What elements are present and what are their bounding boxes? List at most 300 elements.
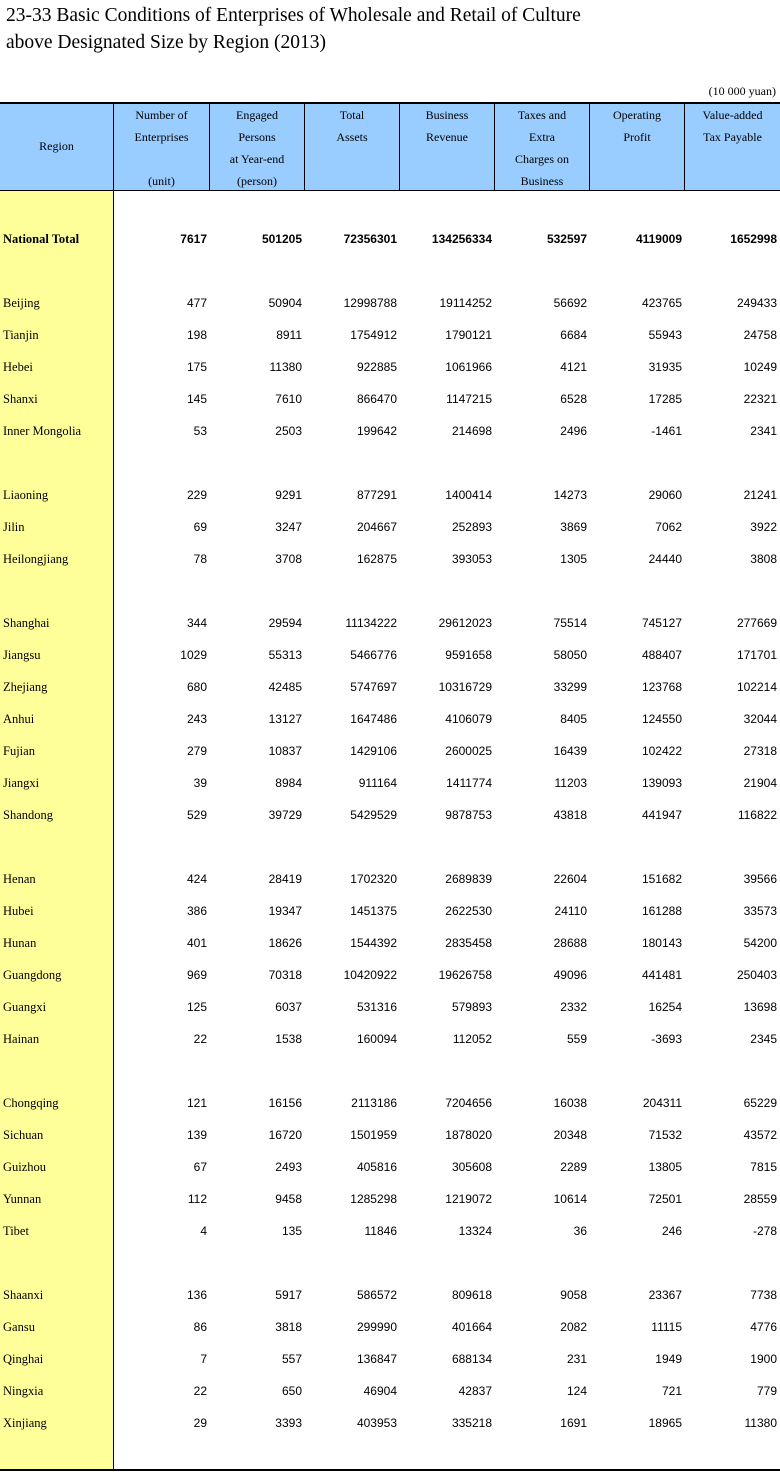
national-total-row [0, 229, 780, 249]
table-cell: 14273 [553, 488, 587, 502]
table-row [0, 357, 780, 377]
table-cell: 28419 [268, 872, 302, 886]
header-region-label: Region [39, 139, 74, 153]
table-cell: 441947 [641, 808, 682, 822]
table-cell: 75514 [553, 616, 587, 630]
table-cell: 67 [193, 1160, 207, 1174]
table-cell: 10420922 [343, 968, 397, 982]
table-row [0, 293, 780, 313]
table-cell: 403953 [356, 1416, 397, 1430]
table-cell: 134256334 [431, 232, 492, 246]
table-cell: 28688 [553, 936, 587, 950]
table-header [0, 104, 780, 190]
table-cell: 56692 [553, 296, 587, 310]
table-cell: 3808 [750, 552, 777, 566]
table-cell: 71532 [648, 1128, 682, 1142]
header-label: Persons [238, 130, 276, 144]
table-cell: 1691 [560, 1416, 587, 1430]
table-cell: 557 [281, 1352, 302, 1366]
table-cell: 531316 [356, 1000, 397, 1014]
header-label: Business [425, 108, 469, 122]
region-column-background [0, 191, 113, 1470]
table-cell: 401664 [451, 1320, 492, 1334]
region-name: Qinghai [3, 1352, 44, 1366]
region-name: Gansu [3, 1320, 35, 1334]
table-cell: 204667 [356, 520, 397, 534]
table-cell: 42837 [458, 1384, 492, 1398]
table-cell: 72356301 [343, 232, 397, 246]
table-cell: 441481 [641, 968, 682, 982]
table-row [0, 709, 780, 729]
table-cell: 4106079 [445, 712, 492, 726]
table-cell: 135 [281, 1224, 302, 1238]
table-row [0, 1221, 780, 1241]
header-label: Profit [623, 130, 651, 144]
table-cell: 529 [186, 808, 207, 822]
table-cell: 19626758 [438, 968, 492, 982]
table-cell: 488407 [641, 648, 682, 662]
table-cell: 69 [193, 520, 207, 534]
table-cell: 13805 [648, 1160, 682, 1174]
table-cell: 13324 [458, 1224, 492, 1238]
table-cell: 2332 [560, 1000, 587, 1014]
table-cell: 393053 [451, 552, 492, 566]
region-name: Hunan [3, 936, 37, 950]
table-cell: 21904 [743, 776, 777, 790]
column-divider [684, 104, 685, 190]
table-title-line-2: above Designated Size by Region (2013) [6, 32, 327, 53]
table-cell: 19347 [268, 904, 302, 918]
region-column-divider [113, 191, 114, 1470]
header-label: Operating [613, 108, 661, 122]
table-cell: -278 [752, 1224, 777, 1238]
table-cell: 2341 [750, 424, 777, 438]
region-name: Hebei [3, 360, 33, 374]
table-cell: 13698 [743, 1000, 777, 1014]
table-row [0, 1125, 780, 1145]
header-assets [305, 104, 399, 190]
table-cell: 136 [186, 1288, 207, 1302]
table-cell: 2622530 [445, 904, 492, 918]
table-cell: 20348 [553, 1128, 587, 1142]
table-cell: 4776 [750, 1320, 777, 1334]
table-cell: 3393 [275, 1416, 302, 1430]
table-cell: 28559 [743, 1192, 777, 1206]
table-cell: 33573 [743, 904, 777, 918]
table-cell: 16038 [553, 1096, 587, 1110]
header-label: Charges on [514, 152, 570, 166]
header-label: Enterprises [134, 130, 189, 144]
table-cell: 43818 [553, 808, 587, 822]
region-name: Yunnan [3, 1192, 42, 1206]
column-divider [399, 104, 400, 190]
column-divider [589, 104, 590, 190]
table-cell: 532597 [546, 232, 587, 246]
table-row [0, 965, 780, 985]
table-cell: 22 [193, 1384, 207, 1398]
header-vat [685, 104, 780, 190]
table-cell: 124550 [641, 712, 682, 726]
table-cell: 204311 [642, 1096, 682, 1110]
table-cell: 246 [661, 1224, 682, 1238]
table-cell: 4119009 [635, 232, 682, 246]
table-cell: 2503 [275, 424, 302, 438]
table-cell: 279 [186, 744, 207, 758]
table-cell: 721 [661, 1384, 682, 1398]
table-row [0, 1317, 780, 1337]
region-name: Tibet [3, 1224, 29, 1238]
table-cell: 809618 [451, 1288, 492, 1302]
table-cell: 6037 [275, 1000, 302, 1014]
table-row [0, 677, 780, 697]
table-cell: 112 [187, 1192, 207, 1206]
table-cell: 299990 [356, 1320, 397, 1334]
table-cell: 116822 [737, 808, 777, 822]
table-cell: 3922 [750, 520, 777, 534]
table-cell: 1900 [750, 1352, 777, 1366]
table-cell: 969 [186, 968, 207, 982]
column-divider [494, 104, 495, 190]
table-row [0, 805, 780, 825]
table-cell: 24758 [743, 328, 777, 342]
table-cell: 32044 [743, 712, 777, 726]
header-label: Number of [135, 108, 188, 122]
table-cell: 7738 [750, 1288, 777, 1302]
table-cell: 6528 [560, 392, 587, 406]
header-label: Tax Payable [703, 130, 762, 144]
table-cell: 7 [200, 1352, 207, 1366]
table-cell: 277669 [736, 616, 777, 630]
table-cell: 866470 [356, 392, 397, 406]
region-name: Shaanxi [3, 1288, 44, 1302]
region-name: Guangxi [3, 1000, 47, 1014]
table-cell: 6684 [560, 328, 587, 342]
table-row [0, 741, 780, 761]
table-cell: 1400414 [445, 488, 492, 502]
table-cell: 180143 [641, 936, 682, 950]
table-cell: 1544392 [350, 936, 397, 950]
region-name: Tianjin [3, 328, 39, 342]
header-label: Engaged [236, 108, 278, 122]
table-cell: 305608 [451, 1160, 492, 1174]
table-cell: 586572 [356, 1288, 397, 1302]
table-cell: 1285298 [350, 1192, 397, 1206]
table-cell: 86 [193, 1320, 207, 1334]
table-cell: 171701 [736, 648, 777, 662]
header-bottom-rule [0, 190, 780, 191]
table-cell: 11846 [364, 1224, 397, 1238]
table-cell: 10316729 [438, 680, 492, 694]
region-name: Jiangxi [3, 776, 40, 790]
region-name: Ningxia [3, 1384, 44, 1398]
region-name: Hainan [3, 1032, 40, 1046]
table-cell: 877291 [356, 488, 397, 502]
table-cell: 12998788 [343, 296, 397, 310]
region-name: Shanxi [3, 392, 38, 406]
table-cell: 70318 [268, 968, 302, 982]
table-cell: 1754912 [350, 328, 397, 342]
header-enterprises [114, 104, 209, 190]
table-cell: 136847 [356, 1352, 397, 1366]
table-cell: 151682 [641, 872, 682, 886]
table-row [0, 869, 780, 889]
table-cell: 2493 [275, 1160, 302, 1174]
region-name: Zhejiang [3, 680, 48, 694]
table-cell: 29594 [268, 616, 302, 630]
table-cell: 42485 [268, 680, 302, 694]
region-name: Xinjiang [3, 1416, 47, 1430]
table-cell: 123768 [641, 680, 682, 694]
table-cell: 162875 [356, 552, 397, 566]
table-cell: 249433 [736, 296, 777, 310]
header-region [0, 104, 113, 190]
table-cell: 65229 [743, 1096, 777, 1110]
table-cell: 1501959 [350, 1128, 397, 1142]
region-name: Inner Mongolia [3, 424, 82, 438]
table-cell: -3693 [651, 1032, 682, 1046]
table-cell: 54200 [743, 936, 777, 950]
table-cell: 3708 [275, 552, 302, 566]
table-cell: 1029 [180, 648, 207, 662]
table-cell: 386 [186, 904, 207, 918]
header-revenue [400, 104, 494, 190]
table-cell: 29060 [648, 488, 682, 502]
region-name: Jiangsu [3, 648, 41, 662]
column-divider [304, 104, 305, 190]
header-label: Assets [336, 130, 368, 144]
table-row [0, 517, 780, 537]
table-cell: 78 [193, 552, 207, 566]
table-cell: 2496 [560, 424, 587, 438]
table-cell: 5429529 [350, 808, 397, 822]
table-cell: 22321 [743, 392, 777, 406]
table-cell: 1411774 [446, 776, 492, 790]
table-cell: 423765 [641, 296, 682, 310]
table-cell: 2345 [750, 1032, 777, 1046]
table-cell: 477 [186, 296, 207, 310]
table-cell: 29 [193, 1416, 207, 1430]
table-row [0, 773, 780, 793]
table-cell: 650 [281, 1384, 302, 1398]
table-row [0, 645, 780, 665]
table-cell: 139 [186, 1128, 207, 1142]
region-name: Chongqing [3, 1096, 59, 1110]
table-row [0, 485, 780, 505]
table-row [0, 389, 780, 409]
table-cell: 21241 [743, 488, 777, 502]
table-cell: 16439 [553, 744, 587, 758]
table-cell: 579893 [451, 1000, 492, 1014]
region-name: Beijing [3, 296, 40, 310]
table-cell: 11380 [269, 360, 302, 374]
table-row [0, 613, 780, 633]
header-label: Value-added [702, 108, 763, 122]
header-persons [210, 104, 304, 190]
table-cell: 175 [186, 360, 207, 374]
table-cell: 1878020 [445, 1128, 492, 1142]
table-cell: 27318 [743, 744, 777, 758]
table-cell: 5917 [275, 1288, 302, 1302]
table-cell: 229 [186, 488, 207, 502]
table-cell: 55313 [268, 648, 302, 662]
table-row [0, 1029, 780, 1049]
table-cell: 50904 [268, 296, 302, 310]
region-name: Guangdong [3, 968, 62, 982]
region-name: Shandong [3, 808, 53, 822]
table-cell: 18626 [268, 936, 302, 950]
table-cell: 9878753 [445, 808, 492, 822]
table-cell: 102214 [736, 680, 777, 694]
table-cell: 1305 [560, 552, 587, 566]
table-cell: 7062 [655, 520, 682, 534]
table-cell: 7617 [180, 232, 207, 246]
table-cell: 58050 [553, 648, 587, 662]
table-cell: 55943 [648, 328, 682, 342]
table-cell: 1451375 [350, 904, 397, 918]
column-divider [113, 104, 114, 190]
table-cell: 11203 [554, 776, 587, 790]
table-cell: 33299 [553, 680, 587, 694]
table-cell: 10837 [268, 744, 302, 758]
table-cell: 1538 [275, 1032, 302, 1046]
table-cell: 424 [186, 872, 207, 886]
table-row [0, 1157, 780, 1177]
table-cell: 10614 [553, 1192, 587, 1206]
table-title [6, 2, 776, 56]
table-row [0, 421, 780, 441]
table-row [0, 1413, 780, 1433]
table-cell: 9291 [275, 488, 302, 502]
table-row [0, 901, 780, 921]
table-cell: 1429106 [350, 744, 397, 758]
table-cell: 688134 [451, 1352, 492, 1366]
table-cell: 1147215 [446, 392, 492, 406]
table-cell: 1647486 [350, 712, 397, 726]
header-label: at Year-end [229, 152, 285, 166]
table-cell: 46904 [363, 1384, 397, 1398]
table-cell: 39729 [268, 808, 302, 822]
table-cell: 22604 [553, 872, 587, 886]
table-row [0, 1285, 780, 1305]
header-profit [590, 104, 684, 190]
region-name: Heilongjiang [3, 552, 69, 566]
table-cell: 39566 [743, 872, 777, 886]
table-cell: 1702320 [350, 872, 397, 886]
header-label: Total [339, 108, 365, 122]
region-name: Liaoning [3, 488, 49, 502]
table-cell: 72501 [648, 1192, 682, 1206]
table-cell: 8984 [275, 776, 302, 790]
table-cell: 9458 [275, 1192, 302, 1206]
table-cell: 112052 [452, 1032, 492, 1046]
table-cell: 7610 [275, 392, 302, 406]
table-cell: 2600025 [445, 744, 492, 758]
table-cell: 3869 [560, 520, 587, 534]
table-cell: 501205 [261, 232, 302, 246]
table-cell: 401 [186, 936, 207, 950]
header-label: Revenue [426, 130, 468, 144]
table-title-line-1: 23-33 Basic Conditions of Enterprises of Wholesale and Retail of Culture [6, 5, 581, 26]
table-cell: 49096 [553, 968, 587, 982]
table-cell: 1652998 [730, 232, 777, 246]
table-cell: 922885 [356, 360, 397, 374]
table-cell: 559 [566, 1032, 587, 1046]
table-row [0, 1093, 780, 1113]
table-cell: 2289 [560, 1160, 587, 1174]
table-cell: 31935 [648, 360, 682, 374]
table-cell: 7204656 [445, 1096, 492, 1110]
table-cell: 13127 [268, 712, 302, 726]
table-cell: 745127 [641, 616, 682, 630]
table-cell: 2113186 [351, 1096, 397, 1110]
table-cell: -1461 [651, 424, 682, 438]
header-unit-label: (person) [237, 174, 277, 188]
region-name: Sichuan [3, 1128, 44, 1142]
table-cell: 24440 [648, 552, 682, 566]
table-cell: 17285 [648, 392, 682, 406]
table-cell: 335218 [451, 1416, 492, 1430]
header-label: Taxes and [517, 108, 567, 122]
table-cell: 16720 [268, 1128, 302, 1142]
table-cell: 243 [186, 712, 207, 726]
unit-note: (10 000 yuan) [708, 84, 776, 98]
table-cell: 779 [756, 1384, 777, 1398]
table-cell: 11115 [651, 1320, 682, 1334]
table-cell: 250403 [736, 968, 777, 982]
region-name: Anhui [3, 712, 35, 726]
table-cell: 3247 [275, 520, 302, 534]
table-cell: 252893 [451, 520, 492, 534]
table-row [0, 1349, 780, 1369]
table-cell: 1949 [655, 1352, 682, 1366]
table-cell: 121 [186, 1096, 207, 1110]
region-name: Guizhou [3, 1160, 47, 1174]
table-cell: 16156 [268, 1096, 302, 1110]
table-cell: 11134222 [345, 616, 397, 630]
table-cell: 198 [186, 328, 207, 342]
table-cell: 102422 [641, 744, 682, 758]
table-cell: 2082 [560, 1320, 587, 1334]
table-cell: 405816 [356, 1160, 397, 1174]
region-name: National Total [3, 232, 80, 246]
table-cell: 16254 [648, 1000, 682, 1014]
column-divider [209, 104, 210, 190]
table-cell: 1219072 [445, 1192, 492, 1206]
region-name: Fujian [3, 744, 35, 758]
table-cell: 18965 [648, 1416, 682, 1430]
table-cell: 9058 [560, 1288, 587, 1302]
table-cell: 43572 [743, 1128, 777, 1142]
table-cell: 125 [186, 1000, 207, 1014]
table-cell: 10249 [743, 360, 777, 374]
table-cell: 9591658 [445, 648, 492, 662]
table-cell: 214698 [451, 424, 492, 438]
table-cell: 11380 [744, 1416, 777, 1430]
table-cell: 1061966 [445, 360, 492, 374]
table-cell: 4 [200, 1224, 207, 1238]
table-cell: 36 [573, 1224, 587, 1238]
table-cell: 199642 [356, 424, 397, 438]
table-cell: 39 [193, 776, 207, 790]
table-cell: 911164 [358, 776, 397, 790]
table-cell: 5466776 [350, 648, 397, 662]
region-name: Henan [3, 872, 36, 886]
table-row [0, 549, 780, 569]
table-cell: 124 [566, 1384, 587, 1398]
table-cell: 160094 [356, 1032, 397, 1046]
table-cell: 2835458 [445, 936, 492, 950]
table-bottom-rule [0, 1469, 780, 1471]
